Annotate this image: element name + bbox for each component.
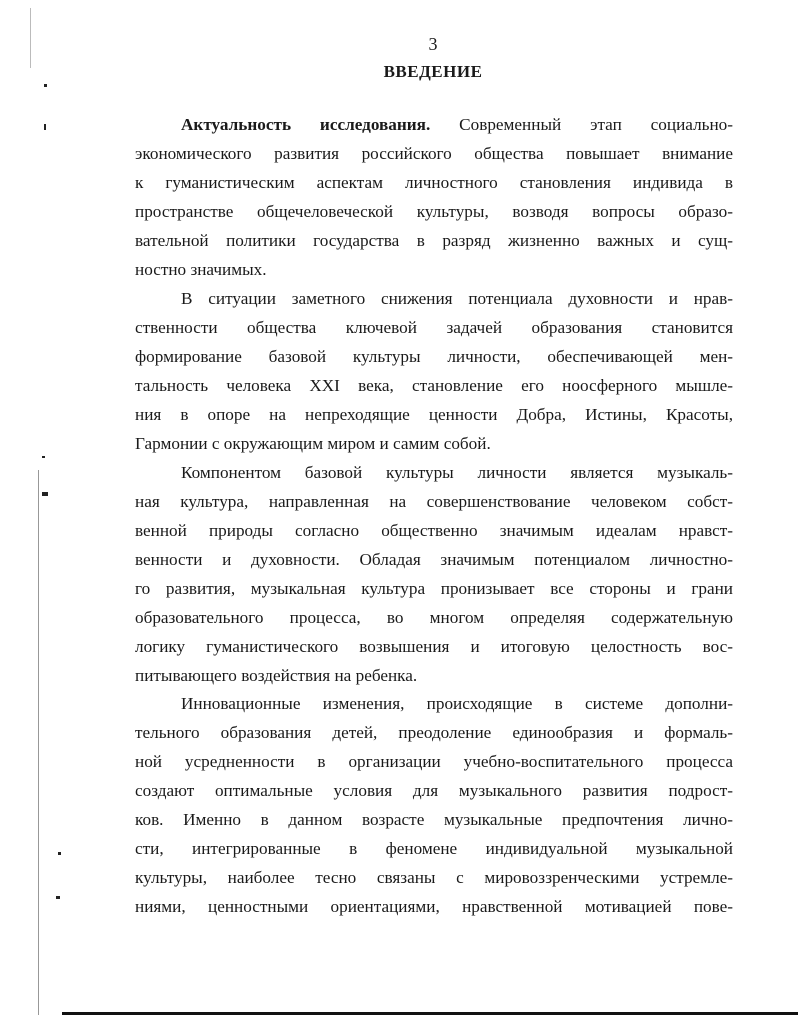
text-line: ственности общества ключевой задачей образования становится <box>135 318 733 337</box>
text-line: Гармонии с окружающим миром и самим собой. <box>135 434 491 453</box>
text-line <box>181 114 733 136</box>
text-line: пространстве общечеловеческой культуры, возводя вопросы образо- <box>135 202 733 221</box>
scan-mark <box>42 492 48 496</box>
text-line: экономического развития российского общества повышает внимание <box>135 144 733 163</box>
text-line: сти, интегрированные в феномене индивидуальной музыкальной <box>135 839 733 858</box>
scan-left-rule <box>38 470 39 1015</box>
text-line: вательной политики государства в разряд жизненно важных и сущ- <box>135 231 733 250</box>
text-line: тельного образования детей, преодоление единообразия и формаль- <box>135 723 733 742</box>
text-line: В ситуации заметного снижения потенциала духовности и нрав- <box>181 289 733 308</box>
lead-term: Актуальность исследования. <box>181 115 431 134</box>
scan-mark <box>42 456 45 458</box>
section-heading: ВВЕДЕНИЕ <box>383 62 483 81</box>
text-line: венной природы согласно общественно значимым идеалам нравст- <box>135 521 733 540</box>
scan-bottom-rule <box>62 1012 798 1015</box>
scan-mark <box>44 124 46 130</box>
text-fragment: Современный этап социально- <box>430 115 733 134</box>
text-line: Инновационные изменения, происходящие в системе дополни- <box>181 694 733 713</box>
text-line: культуры, наиболее тесно связаны с мировоззренческими устремле- <box>135 868 733 887</box>
scan-mark <box>58 852 61 855</box>
text-line: ная культура, направленная на совершенствование человеком собст- <box>135 492 733 511</box>
text-line: го развития, музыкальная культура пронизывает все стороны и грани <box>135 579 733 598</box>
text-line: образовательного процесса, во многом определяя содержательную <box>135 608 733 627</box>
page-number: 3 <box>428 34 438 54</box>
text-line: ниями, ценностными ориентациями, нравственной мотивацией пове- <box>135 897 733 916</box>
text-line: создают оптимальные условия для музыкального развития подрост- <box>135 781 733 800</box>
text-line: ния в опоре на непреходящие ценности Добра, Истины, Красоты, <box>135 405 733 424</box>
text-line: ностно значимых. <box>135 260 267 279</box>
text-line: венности и духовности. Обладая значимым потенциалом личностно- <box>135 550 733 569</box>
text-line: логику гуманистического возвышения и итоговую целостность вос- <box>135 637 733 656</box>
text-line: Компонентом базовой культуры личности является музыкаль- <box>181 463 733 482</box>
text-line: тальность человека XXI века, становление его ноосферного мышле- <box>135 376 733 395</box>
text-line: формирование базовой культуры личности, обеспечивающей мен- <box>135 347 733 366</box>
text-line: к гуманистическим аспектам личностного становления индивида в <box>135 173 733 192</box>
scan-mark <box>56 896 60 899</box>
text-line: питывающего воздействия на ребенка. <box>135 666 418 685</box>
text-line: ной усредненности в организации учебно-воспитательного процесса <box>135 752 733 771</box>
text-line: ков. Именно в данном возрасте музыкальные предпочтения лично- <box>135 810 733 829</box>
scan-mark <box>44 84 47 87</box>
